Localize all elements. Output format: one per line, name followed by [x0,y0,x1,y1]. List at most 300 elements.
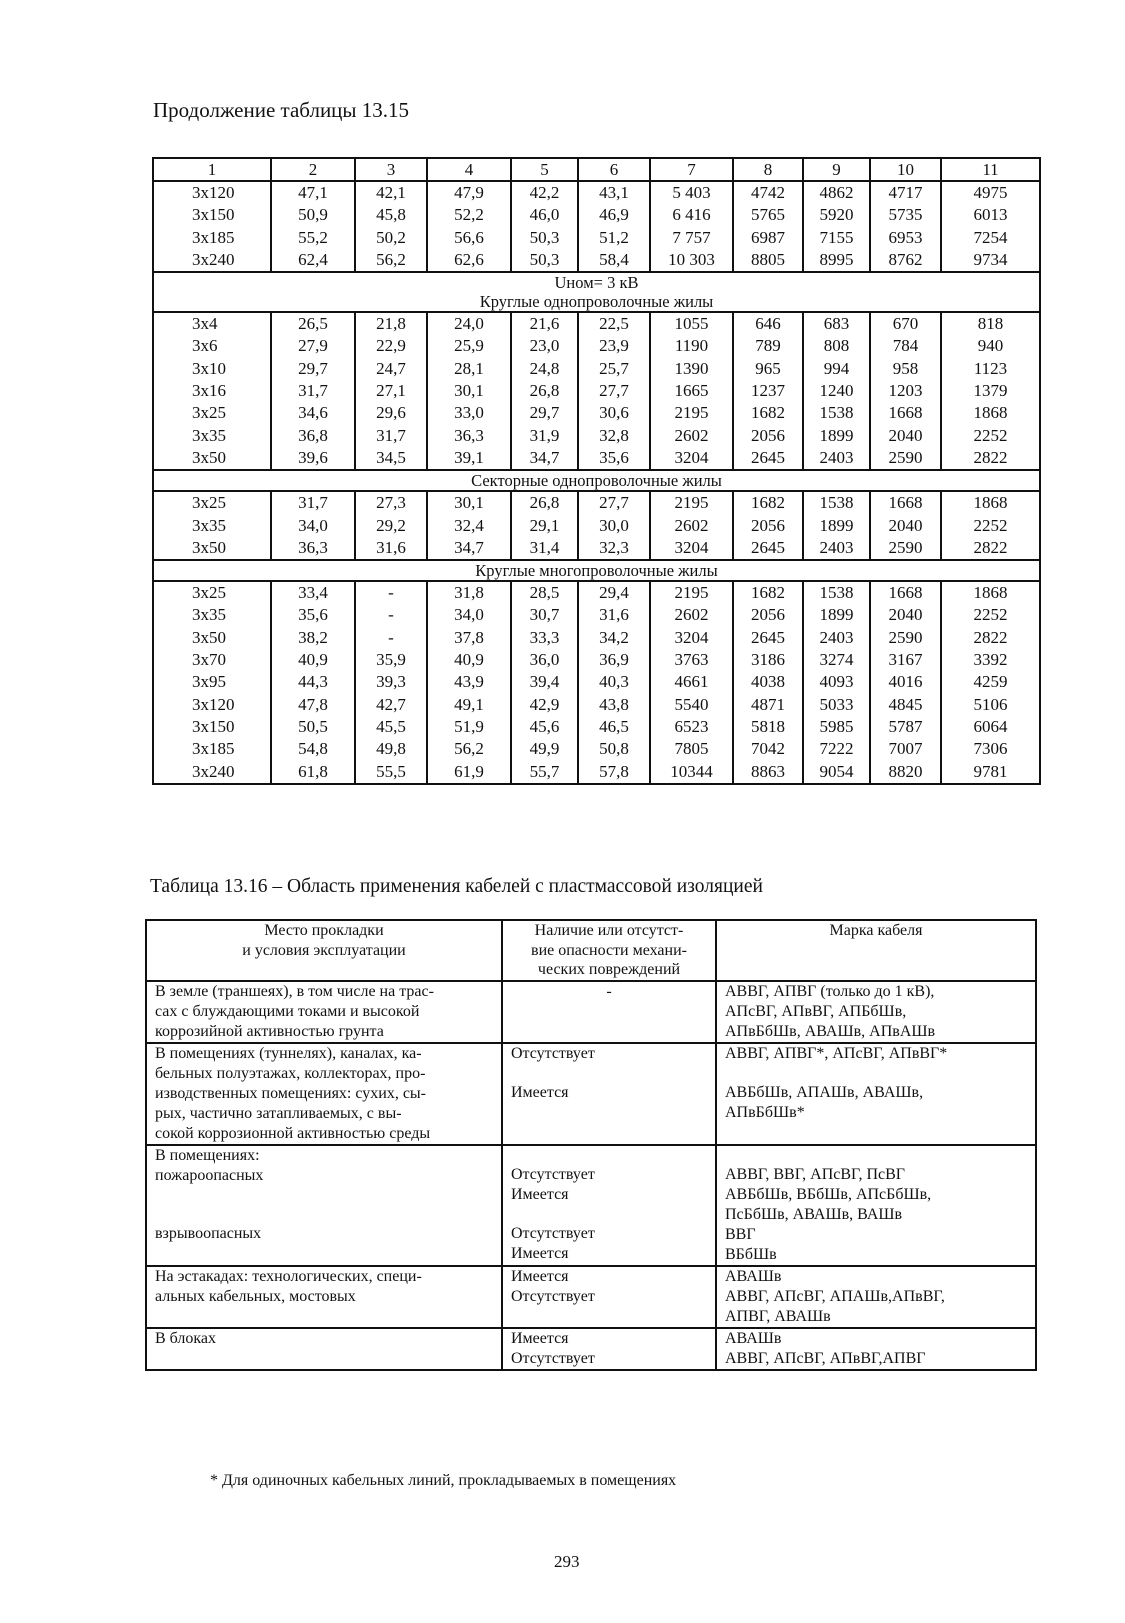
column-header: 4 [427,158,511,181]
table-row [153,425,1040,447]
table-row [153,581,1040,604]
cell-line: В помещениях: [155,1146,260,1164]
cable-section-cell: 3x240 [153,761,271,784]
cell-line: АПвБбШв, АВАШв, АПвАШв [725,1022,936,1040]
table-cell: 34,6 [271,402,355,424]
table-cell: 4845 [870,694,941,716]
table-cell: 5540 [650,694,733,716]
table-cell: 1668 [870,402,941,424]
table-cell: 5735 [870,204,941,226]
table-cell: 1379 [941,380,1040,402]
table-cell: 7155 [803,227,870,249]
table-cell: 26,8 [511,380,578,402]
column-header: 10 [870,158,941,181]
cell-line: - [606,982,612,1000]
table-row [153,537,1040,560]
table-cell: 5106 [941,694,1040,716]
table-cell: 58,4 [578,249,650,272]
cell-line: АПВГ, АВАШв [725,1307,831,1325]
table-cell: 3167 [870,649,941,671]
table-cell: 24,8 [511,358,578,380]
cell-line [725,1146,1027,1165]
table-cell: 42,2 [511,181,578,204]
column-header [716,920,1036,981]
table-cell: 27,9 [271,335,355,357]
table-cell: 2040 [870,604,941,626]
cell-line: В блоках [155,1329,217,1347]
table-row [153,227,1040,249]
table-cell: 39,1 [427,447,511,470]
column-header: 11 [941,158,1040,181]
column-header: 1 [153,158,271,181]
table-cell: 5985 [803,716,870,738]
table-row [153,627,1040,649]
table-cell: 10344 [650,761,733,784]
table-cell: 31,9 [511,425,578,447]
table-cell: 24,7 [355,358,427,380]
table-cell: 4661 [650,671,733,693]
table-cell: 30,7 [511,604,578,626]
table-cell: 34,0 [427,604,511,626]
cell-line: АВАШв [725,1267,782,1285]
table-row [153,604,1040,626]
table-row [153,761,1040,784]
table-cell: 31,7 [271,380,355,402]
cell-line: Имеется [511,1329,569,1347]
cell-line: Отсутствует [511,1287,595,1305]
table-cell: 1668 [870,491,941,514]
table-cell: 37,8 [427,627,511,649]
cell-line: взрывоопасных [155,1224,262,1242]
table-cell: 1123 [941,358,1040,380]
cable-section-cell: 3x10 [153,358,271,380]
footnote: * Для одиночных кабельных линий, прокладываемых в помещениях [210,1472,677,1489]
table-cell: 6987 [733,227,803,249]
section-title-row-label: Круглые многопроволочные жилы [153,560,1040,581]
cell-line: ПсБбШв, АВАШв, ВАШв [725,1205,903,1223]
table-cell: 4862 [803,181,870,204]
table-cell: 2403 [803,627,870,649]
table-cell: 2602 [650,515,733,537]
table-cell: 3204 [650,537,733,560]
table-cell: 3186 [733,649,803,671]
table-cell: 1668 [870,581,941,604]
table-cell: 49,8 [355,738,427,760]
column-header: 7 [650,158,733,181]
table-cell: 4975 [941,181,1040,204]
table-cell: 36,0 [511,649,578,671]
cell-line: альных кабельных, мостовых [155,1287,356,1305]
column-header: 9 [803,158,870,181]
cell-line: Имеется [511,1185,569,1203]
cell-line: В помещениях (туннелях), каналах, ка- [155,1044,422,1062]
table-cell: 1868 [941,581,1040,604]
cable-section-cell: 3x50 [153,627,271,649]
table-cell: 62,4 [271,249,355,272]
table-cell: 1538 [803,581,870,604]
table-cell: 1899 [803,425,870,447]
table-cell: 52,2 [427,204,511,226]
table-cell: 42,7 [355,694,427,716]
table-cell: 789 [733,335,803,357]
cell-line: и условия эксплуатации [242,941,406,959]
place-cell [146,1266,502,1328]
cell-line: бельных полуэтажах, коллекторах, про- [155,1064,426,1082]
table-cell: 46,9 [578,204,650,226]
table-cell: 62,6 [427,249,511,272]
table-cell: 683 [803,312,870,335]
table-cell: 8995 [803,249,870,272]
cell-line [511,1146,707,1165]
table-row [146,1328,1036,1370]
table-cell: 2822 [941,627,1040,649]
table-cell: 34,2 [578,627,650,649]
voltage-section-cell [153,272,1040,312]
table-cell: 35,6 [578,447,650,470]
cable-section-cell: 3x6 [153,335,271,357]
table-cell: 6 416 [650,204,733,226]
place-cell [146,1145,502,1266]
table-cell: 27,3 [355,491,427,514]
cable-section-cell: 3x35 [153,425,271,447]
cable-section-cell: 3x50 [153,537,271,560]
table-cell: 25,7 [578,358,650,380]
column-header: 5 [511,158,578,181]
table-cell: 994 [803,358,870,380]
table-cell: 28,5 [511,581,578,604]
table-cell: 29,6 [355,402,427,424]
table-cell: 42,1 [355,181,427,204]
cable-section-cell: 3x25 [153,402,271,424]
table-cell: 26,8 [511,491,578,514]
table-cell: 22,9 [355,335,427,357]
table-cell: 1240 [803,380,870,402]
cable-section-cell: 3x240 [153,249,271,272]
table-cell: 2403 [803,537,870,560]
cable-section-cell: 3x35 [153,604,271,626]
table-cell: 28,1 [427,358,511,380]
cell-line: АВБбШв, АПАШв, АВАШв, [725,1083,924,1101]
cell-line: На эстакадах: технологических, специ- [155,1267,422,1285]
table-cell: 30,1 [427,380,511,402]
voltage-label: Uном= 3 кВ [554,273,639,293]
column-header: 3 [355,158,427,181]
cable-mark-cell [716,1043,1036,1145]
table-cell: 2590 [870,627,941,649]
column-header [146,920,502,981]
table-row [146,981,1036,1043]
table-cell: 1899 [803,604,870,626]
table-cell: 4093 [803,671,870,693]
place-cell [146,1043,502,1145]
table-cell: 50,8 [578,738,650,760]
table-row [153,402,1040,424]
cell-line: изводственных помещениях: сухих, сы- [155,1084,427,1102]
cell-line [725,1064,1027,1083]
table-cell: 2195 [650,581,733,604]
cable-section-cell: 3x185 [153,227,271,249]
table-cell: 7805 [650,738,733,760]
table-cell: 2645 [733,627,803,649]
table-cell: 36,9 [578,649,650,671]
table-cell: 784 [870,335,941,357]
table-cell: 27,1 [355,380,427,402]
table-cell: 61,8 [271,761,355,784]
table-cell: 34,7 [511,447,578,470]
table-cell: 2252 [941,604,1040,626]
table-cell: 40,9 [427,649,511,671]
table-cell: 1682 [733,402,803,424]
table-cell: 42,9 [511,694,578,716]
table-cell: 2403 [803,447,870,470]
table-cell: 33,3 [511,627,578,649]
cell-line [155,1205,493,1224]
table-cell: 8863 [733,761,803,784]
table-cell: 2822 [941,537,1040,560]
column-header: 8 [733,158,803,181]
section-title-row [153,560,1040,581]
table-cell: 2252 [941,515,1040,537]
cable-mark-cell [716,1328,1036,1370]
cell-line: рых, частично затапливаемых, с вы- [155,1104,402,1122]
table-cell: 3204 [650,627,733,649]
cell-line: ческих повреждений [537,961,681,978]
table-cell: 21,6 [511,312,578,335]
table-cell: 2195 [650,491,733,514]
table-cell: 3274 [803,649,870,671]
table-cell: 50,3 [511,227,578,249]
place-cell [146,1328,502,1370]
danger-cell [502,1328,716,1370]
table-row [153,649,1040,671]
table-cell: 1682 [733,581,803,604]
cable-section-cell: 3x25 [153,581,271,604]
table-cell: 46,5 [578,716,650,738]
cell-line: Место прокладки [264,922,384,939]
table-cell: 39,3 [355,671,427,693]
table-row [153,181,1040,204]
table-row [153,738,1040,760]
cable-section-cell: 3x95 [153,671,271,693]
cell-line [511,1064,707,1083]
cell-line: сах с блуждающими токами и высокой [155,1002,420,1020]
table-cell: 44,3 [271,671,355,693]
table-cell: 49,1 [427,694,511,716]
table-cell: 31,4 [511,537,578,560]
table-cell: 940 [941,335,1040,357]
cell-line: Наличие или отсутст- [534,922,684,939]
table-cell: 43,1 [578,181,650,204]
cable-section-cell: 3x185 [153,738,271,760]
table-cell: 23,0 [511,335,578,357]
table-row [153,380,1040,402]
table-cell: 1899 [803,515,870,537]
table-row [153,447,1040,470]
danger-cell [502,1043,716,1145]
table-cell: 34,7 [427,537,511,560]
table-cell: 30,0 [578,515,650,537]
table-cell: 34,0 [271,515,355,537]
voltage-section-row [153,272,1040,312]
table-13-15 [152,157,1041,785]
table-cell: 31,6 [355,537,427,560]
cell-line: АВБбШв, ВБбШв, АПсБбШв, [725,1185,932,1203]
cable-mark-cell [716,1266,1036,1328]
table-cell: 2056 [733,604,803,626]
cell-line: Отсутствует [511,1044,595,1062]
cell-line: АВВГ, АПВГ*, АПсВГ, АПвВГ* [725,1044,948,1062]
table-cell: 2602 [650,425,733,447]
table-header-row [146,920,1036,981]
table-cell: 1665 [650,380,733,402]
table-cell: 23,9 [578,335,650,357]
cell-line: коррозийной активностью грунта [155,1022,384,1040]
table-13-16-body [146,920,1036,1370]
table-cell: 51,9 [427,716,511,738]
column-header: 2 [271,158,355,181]
column-header: 6 [578,158,650,181]
table-cell: 21,8 [355,312,427,335]
table-cell: 51,2 [578,227,650,249]
table-cell: 39,6 [271,447,355,470]
table-cell: 1538 [803,402,870,424]
table-cell: 35,9 [355,649,427,671]
table-cell: 6953 [870,227,941,249]
table-cell: 1203 [870,380,941,402]
table-cell: 3204 [650,447,733,470]
table-cell: 32,8 [578,425,650,447]
place-cell [146,981,502,1043]
table-cell: 7254 [941,227,1040,249]
table-row [153,491,1040,514]
cell-line: АВВГ, АПсВГ, АПвВГ,АПВГ [725,1349,926,1367]
table-cell: 2252 [941,425,1040,447]
table-cell: 7042 [733,738,803,760]
cable-section-cell: 3x150 [153,716,271,738]
table-cell: 6064 [941,716,1040,738]
section-title: Круглые однопроволочные жилы [479,292,714,312]
cell-line: Отсутствует [511,1165,595,1183]
cell-line [511,1205,707,1224]
cell-line: ВБбШв [725,1245,777,1263]
table-cell: 32,3 [578,537,650,560]
table-cell: 958 [870,358,941,380]
cell-line: АВВГ, АПсВГ, АПАШв,АПвВГ, [725,1287,945,1305]
table-cell: 40,9 [271,649,355,671]
table-cell: 7222 [803,738,870,760]
table-cell: 5033 [803,694,870,716]
table-row [153,312,1040,335]
table-cell: 27,7 [578,491,650,514]
table-cell: 29,1 [511,515,578,537]
table-row [153,694,1040,716]
table-row [153,515,1040,537]
table-row [153,671,1040,693]
table-13-15-caption: Продолжение таблицы 13.15 [153,98,410,122]
table-cell: 36,8 [271,425,355,447]
table-cell: 29,7 [511,402,578,424]
table-cell: 10 303 [650,249,733,272]
cell-line: АПвБбШв* [725,1103,805,1121]
table-13-16-caption: Таблица 13.16 – Область применения кабелей с пластмассовой изоляцией [150,876,763,897]
table-cell: 1868 [941,402,1040,424]
cable-mark-cell [716,1145,1036,1266]
danger-cell [502,1266,716,1328]
table-cell: 56,2 [427,738,511,760]
table-cell: 33,4 [271,581,355,604]
table-cell: 3392 [941,649,1040,671]
table-cell: 9734 [941,249,1040,272]
table-cell: 47,9 [427,181,511,204]
table-13-15-body [153,158,1040,784]
table-cell: 4259 [941,671,1040,693]
table-cell: 49,9 [511,738,578,760]
table-cell: - [355,604,427,626]
cable-section-cell: 3x70 [153,649,271,671]
table-cell: - [355,581,427,604]
cable-section-cell: 3x120 [153,181,271,204]
table-row [146,1043,1036,1145]
table-cell: 25,9 [427,335,511,357]
table-cell: 5765 [733,204,803,226]
table-cell: 2040 [870,425,941,447]
cable-section-cell: 3x4 [153,312,271,335]
table-cell: 31,6 [578,604,650,626]
table-cell: 670 [870,312,941,335]
table-cell: 7 757 [650,227,733,249]
table-cell: 43,8 [578,694,650,716]
table-cell: 29,4 [578,581,650,604]
cable-mark-cell [716,981,1036,1043]
table-cell: 26,5 [271,312,355,335]
cell-line: Отсутствует [511,1349,595,1367]
table-cell: 30,6 [578,402,650,424]
table-header-row [153,158,1040,181]
page-number: 293 [554,1552,580,1571]
cell-line: АВВГ, АПВГ (только до 1 кВ), [725,982,935,1000]
table-cell: 2056 [733,515,803,537]
cell-line: сокой коррозионной активностью среды [155,1124,431,1142]
table-cell: 29,7 [271,358,355,380]
table-row [146,1266,1036,1328]
table-cell: 5787 [870,716,941,738]
cell-line: Марка кабеля [829,922,923,939]
table-cell: 1055 [650,312,733,335]
table-cell: 2822 [941,447,1040,470]
cable-section-cell: 3x50 [153,447,271,470]
table-cell: 2195 [650,402,733,424]
table-cell: 47,8 [271,694,355,716]
table-cell: 6523 [650,716,733,738]
cell-line: АВАШв [725,1329,782,1347]
cable-section-cell: 3x120 [153,694,271,716]
cell-line [155,1186,493,1205]
table-cell: 47,1 [271,181,355,204]
cable-section-cell: 3x16 [153,380,271,402]
table-cell: 30,1 [427,491,511,514]
cable-section-cell: 3x35 [153,515,271,537]
table-cell: 5818 [733,716,803,738]
table-cell: 6013 [941,204,1040,226]
table-cell: 7007 [870,738,941,760]
table-cell: 31,7 [355,425,427,447]
table-cell: 2645 [733,447,803,470]
cable-section-cell: 3x25 [153,491,271,514]
table-cell: 2590 [870,447,941,470]
column-header [502,920,716,981]
section-title-row-label: Секторные однопроволочные жилы [153,470,1040,491]
table-cell: 54,8 [271,738,355,760]
